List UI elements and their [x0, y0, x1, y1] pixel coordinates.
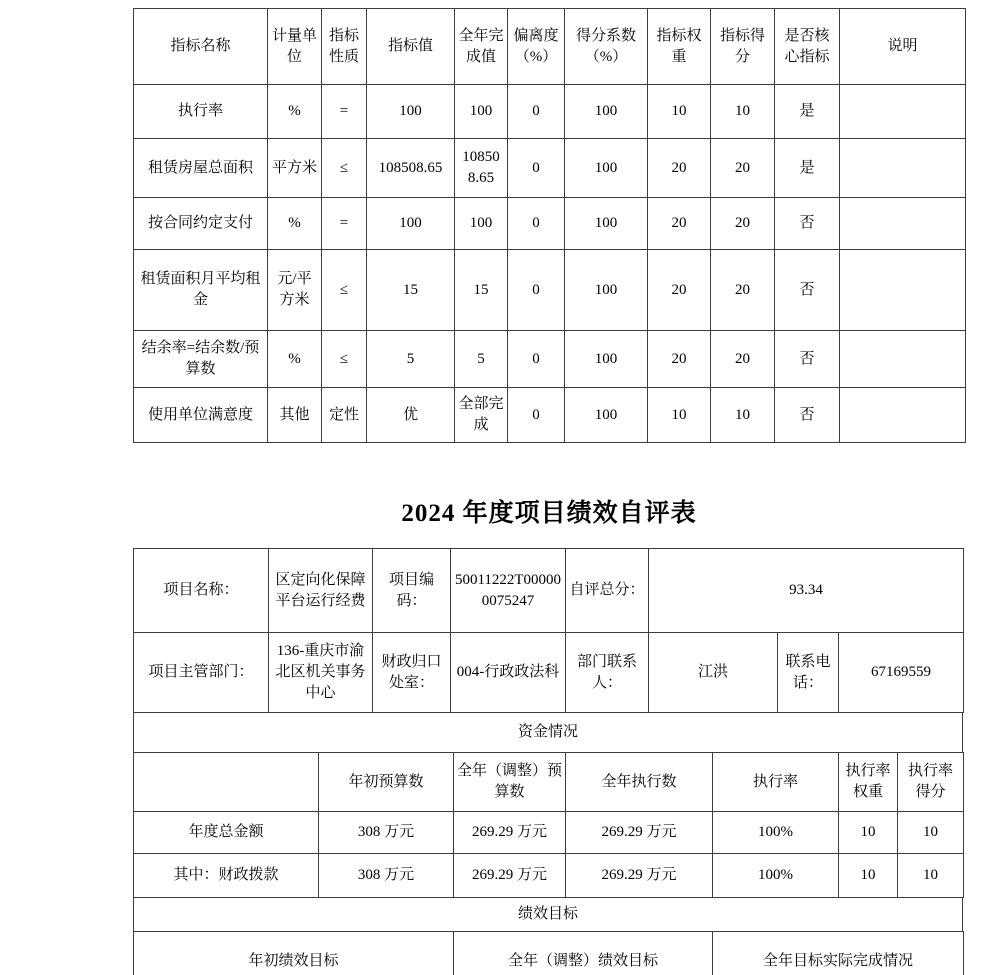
- funding-rate-score: 10: [898, 854, 964, 898]
- cell-value: 优: [367, 388, 455, 443]
- cell-score: 20: [711, 139, 775, 198]
- goal-title-row: [134, 898, 963, 932]
- cell-indicator-name: 结余率=结余数/预算数: [134, 331, 268, 388]
- contact-value: 江洪: [649, 633, 778, 713]
- funding-section-title: 资金情况: [134, 713, 963, 753]
- funding-header-rate-weight: 执行率权重: [839, 753, 898, 812]
- cell-coefficient: 100: [565, 198, 648, 250]
- indicator-header-row: [134, 9, 966, 85]
- header-indicator-nature: 指标性质: [322, 9, 367, 85]
- cell-core: 否: [775, 331, 840, 388]
- indicator-row: [134, 198, 966, 250]
- header-score-coefficient: 得分系数（%）: [565, 9, 648, 85]
- indicator-row: [134, 139, 966, 198]
- header-deviation: 偏离度（%）: [508, 9, 565, 85]
- cell-nature: =: [322, 198, 367, 250]
- dept-value: 136-重庆市渝北区机关事务中心: [269, 633, 373, 713]
- funding-header-blank: [134, 753, 319, 812]
- header-note: 说明: [840, 9, 966, 85]
- cell-weight: 20: [648, 331, 711, 388]
- project-name-label: 项目名称：: [134, 549, 269, 633]
- project-info-table: [133, 548, 964, 713]
- funding-table: [133, 752, 964, 898]
- cell-completion: 5: [455, 331, 508, 388]
- funding-execution-rate: 100%: [713, 812, 839, 854]
- cell-note: [840, 139, 966, 198]
- cell-nature: =: [322, 85, 367, 139]
- cell-deviation: 0: [508, 198, 565, 250]
- project-name-row: [134, 549, 964, 633]
- cell-weight: 10: [648, 388, 711, 443]
- cell-score: 20: [711, 331, 775, 388]
- funding-rate-score: 10: [898, 812, 964, 854]
- cell-unit: 元/平方米: [268, 250, 322, 331]
- cell-value: 100: [367, 85, 455, 139]
- cell-weight: 20: [648, 198, 711, 250]
- cell-weight: 10: [648, 85, 711, 139]
- cell-nature: 定性: [322, 388, 367, 443]
- cell-value: 108508.65: [367, 139, 455, 198]
- cell-coefficient: 100: [565, 250, 648, 331]
- self-score-value: 93.34: [649, 549, 964, 633]
- cell-indicator-name: 按合同约定支付: [134, 198, 268, 250]
- funding-execution-rate: 100%: [713, 854, 839, 898]
- cell-deviation: 0: [508, 139, 565, 198]
- funding-adjusted-budget: 269.29 万元: [454, 812, 566, 854]
- goal-header-row: [134, 932, 964, 975]
- cell-indicator-name: 租赁面积月平均租金: [134, 250, 268, 331]
- cell-coefficient: 100: [565, 331, 648, 388]
- funding-header-rate-score: 执行率得分: [898, 753, 964, 812]
- funding-header-initial-budget: 年初预算数: [319, 753, 454, 812]
- cell-indicator-name: 使用单位满意度: [134, 388, 268, 443]
- phone-label: 联系电话：: [778, 633, 839, 713]
- funding-header-adjusted-budget: 全年（调整）预算数: [454, 753, 566, 812]
- finance-office-value: 004-行政政法科: [451, 633, 566, 713]
- header-indicator-score: 指标得分: [711, 9, 775, 85]
- cell-coefficient: 100: [565, 139, 648, 198]
- goal-header-actual: 全年目标实际完成情况: [713, 932, 964, 975]
- cell-coefficient: 100: [565, 388, 648, 443]
- cell-core: 是: [775, 85, 840, 139]
- cell-coefficient: 100: [565, 85, 648, 139]
- cell-deviation: 0: [508, 388, 565, 443]
- cell-nature: ≤: [322, 139, 367, 198]
- cell-score: 20: [711, 198, 775, 250]
- funding-header-annual-execution: 全年执行数: [566, 753, 713, 812]
- cell-value: 15: [367, 250, 455, 331]
- cell-completion: 全部完成: [455, 388, 508, 443]
- cell-weight: 20: [648, 250, 711, 331]
- header-indicator-name: 指标名称: [134, 9, 268, 85]
- indicator-row: [134, 250, 966, 331]
- cell-score: 10: [711, 85, 775, 139]
- indicator-row: [134, 388, 966, 443]
- cell-core: 否: [775, 388, 840, 443]
- cell-completion: 100: [455, 85, 508, 139]
- funding-title-row: [134, 713, 963, 753]
- cell-indicator-name: 执行率: [134, 85, 268, 139]
- goal-header-adjusted: 全年（调整）绩效目标: [454, 932, 713, 975]
- funding-initial-budget: 308 万元: [319, 812, 454, 854]
- phone-value: 67169559: [839, 633, 964, 713]
- cell-weight: 20: [648, 139, 711, 198]
- funding-row-fiscal: [134, 854, 964, 898]
- cell-completion: 15: [455, 250, 508, 331]
- goal-header-initial: 年初绩效目标: [134, 932, 454, 975]
- cell-score: 10: [711, 388, 775, 443]
- cell-unit: 平方米: [268, 139, 322, 198]
- cell-note: [840, 331, 966, 388]
- cell-core: 否: [775, 250, 840, 331]
- cell-nature: ≤: [322, 250, 367, 331]
- funding-adjusted-budget: 269.29 万元: [454, 854, 566, 898]
- cell-deviation: 0: [508, 250, 565, 331]
- header-indicator-weight: 指标权重: [648, 9, 711, 85]
- funding-annual-execution: 269.29 万元: [566, 854, 713, 898]
- funding-row-label: 其中：财政拨款: [134, 854, 319, 898]
- cell-indicator-name: 租赁房屋总面积: [134, 139, 268, 198]
- page-title: 2024 年度项目绩效自评表: [401, 500, 697, 527]
- self-score-label: 自评总分：: [566, 549, 649, 633]
- indicator-row: [134, 331, 966, 388]
- cell-note: [840, 250, 966, 331]
- project-code-value: 50011222T000000075247: [451, 549, 566, 633]
- cell-completion: 100: [455, 198, 508, 250]
- cell-note: [840, 198, 966, 250]
- cell-unit: %: [268, 198, 322, 250]
- finance-office-label: 财政归口处室：: [373, 633, 451, 713]
- cell-unit: 其他: [268, 388, 322, 443]
- goal-section-title: 绩效目标: [134, 898, 963, 932]
- goal-title-table: [133, 897, 963, 932]
- project-name-value: 区定向化保障平台运行经费: [269, 549, 373, 633]
- header-core-indicator: 是否核心指标: [775, 9, 840, 85]
- cell-value: 5: [367, 331, 455, 388]
- funding-header-execution-rate: 执行率: [713, 753, 839, 812]
- indicator-table: [133, 8, 966, 443]
- dept-label: 项目主管部门：: [134, 633, 269, 713]
- cell-core: 是: [775, 139, 840, 198]
- funding-header-row: [134, 753, 964, 812]
- contact-label: 部门联系人：: [566, 633, 649, 713]
- funding-title-table: [133, 712, 963, 753]
- cell-core: 否: [775, 198, 840, 250]
- cell-note: [840, 388, 966, 443]
- header-unit: 计量单位: [268, 9, 322, 85]
- self-eval-section: [133, 548, 963, 975]
- cell-completion: 108508.65: [455, 139, 508, 198]
- cell-unit: %: [268, 85, 322, 139]
- cell-deviation: 0: [508, 331, 565, 388]
- indicator-row: [134, 85, 966, 139]
- funding-row-label: 年度总金额: [134, 812, 319, 854]
- cell-unit: %: [268, 331, 322, 388]
- header-annual-completion: 全年完成值: [455, 9, 508, 85]
- funding-rate-weight: 10: [839, 854, 898, 898]
- funding-row-total: [134, 812, 964, 854]
- funding-initial-budget: 308 万元: [319, 854, 454, 898]
- cell-nature: ≤: [322, 331, 367, 388]
- cell-note: [840, 85, 966, 139]
- header-indicator-value: 指标值: [367, 9, 455, 85]
- project-code-label: 项目编码：: [373, 549, 451, 633]
- cell-score: 20: [711, 250, 775, 331]
- funding-annual-execution: 269.29 万元: [566, 812, 713, 854]
- cell-deviation: 0: [508, 85, 565, 139]
- cell-value: 100: [367, 198, 455, 250]
- goal-table: [133, 931, 964, 975]
- funding-rate-weight: 10: [839, 812, 898, 854]
- project-dept-row: [134, 633, 964, 713]
